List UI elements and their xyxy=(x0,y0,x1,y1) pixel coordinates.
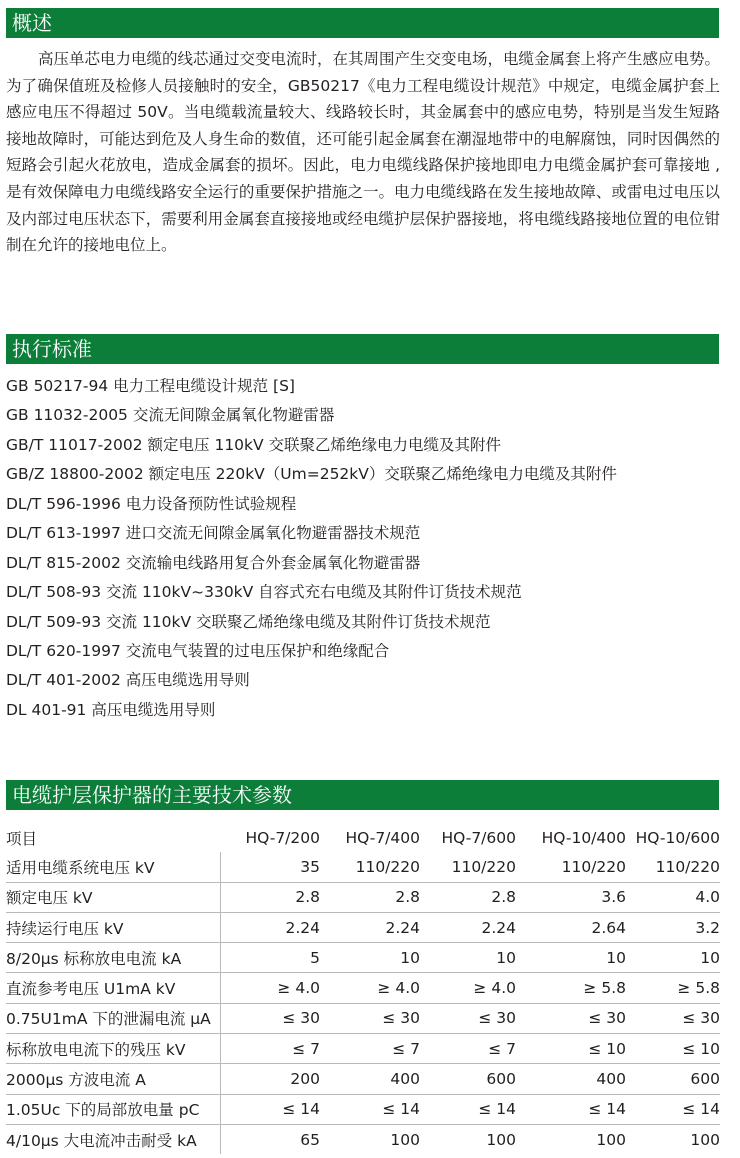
row-label: 适用电缆系统电压 kV xyxy=(6,852,220,882)
table-cell: ≥ 5.8 xyxy=(516,973,626,1003)
row-label: 0.75U1mA 下的泄漏电流 μA xyxy=(6,1003,220,1033)
table-cell: ≤ 10 xyxy=(626,1034,720,1064)
table-header-row xyxy=(6,823,720,852)
table-row xyxy=(6,852,720,882)
column-header: HQ-7/200 xyxy=(245,828,320,847)
table-cell: 65 xyxy=(300,1130,320,1149)
standard-item: GB/Z 18800-2002 额定电压 220kV（Um=252kV）交联聚乙烯绝缘电力电缆及其附件 xyxy=(6,465,617,484)
table-cell: 400 xyxy=(320,1064,420,1094)
table-cell: 2.8 xyxy=(420,882,516,912)
table-cell: 3.2 xyxy=(626,912,720,942)
row-label: 1.05Uc 下的局部放电量 pC xyxy=(6,1094,220,1124)
table-row xyxy=(6,912,720,942)
column-header: HQ-10/600 xyxy=(635,828,720,847)
standard-item: DL/T 613-1997 进口交流无间隙金属氧化物避雷器技术规范 xyxy=(6,524,421,543)
table-cell: 400 xyxy=(516,1064,626,1094)
row-label: 4/10μs 大电流冲击耐受 kA xyxy=(6,1124,220,1154)
table-cell: ≤ 7 xyxy=(220,1034,320,1064)
table-cell: ≤ 14 xyxy=(320,1094,420,1124)
table-cell: ≥ 4.0 xyxy=(420,973,516,1003)
table-cell: ≥ 5.8 xyxy=(626,973,720,1003)
table-cell: 10 xyxy=(320,943,420,973)
table-cell: 35 xyxy=(220,852,320,882)
table-cell: 2.64 xyxy=(516,912,626,942)
standard-item: GB/T 11017-2002 额定电压 110kV 交联聚乙烯绝缘电力电缆及其附件 xyxy=(6,435,502,454)
column-header: HQ-7/600 xyxy=(441,828,516,847)
standards-list xyxy=(6,372,617,725)
table-cell: 10 xyxy=(626,943,720,973)
row-label: 直流参考电压 U1mA kV xyxy=(6,973,220,1003)
table-cell: 110/220 xyxy=(320,852,420,882)
section-header-overview xyxy=(6,8,719,38)
table-cell: 100 xyxy=(690,1130,720,1149)
table-cell: 100 xyxy=(596,1130,626,1149)
table-cell: 600 xyxy=(420,1064,516,1094)
table-cell: ≤ 10 xyxy=(516,1034,626,1064)
standard-item: DL/T 596-1996 电力设备预防性试验规程 xyxy=(6,494,297,513)
standard-item: DL/T 401-2002 高压电缆选用导则 xyxy=(6,671,250,690)
table-cell: 10 xyxy=(516,943,626,973)
table-cell: 110/220 xyxy=(626,852,720,882)
table-row xyxy=(6,973,720,1003)
table-cell: 100 xyxy=(390,1130,420,1149)
table-cell: ≤ 14 xyxy=(516,1094,626,1124)
section-header-standards xyxy=(6,334,719,364)
table-cell: ≥ 4.0 xyxy=(320,973,420,1003)
table-cell: ≤ 14 xyxy=(626,1094,720,1124)
table-row xyxy=(6,943,720,973)
standard-item: DL/T 508-93 交流 110kV~330kV 自容式充右电缆及其附件订货技术规范 xyxy=(6,583,522,602)
table-cell: 2.8 xyxy=(320,882,420,912)
row-label: 8/20μs 标称放电电流 kA xyxy=(6,943,220,973)
table-cell: 4.0 xyxy=(626,882,720,912)
table-cell: 110/220 xyxy=(420,852,516,882)
table-row xyxy=(6,1124,720,1154)
column-header: HQ-7/400 xyxy=(345,828,420,847)
table-cell: 600 xyxy=(626,1064,720,1094)
table-row xyxy=(6,1003,720,1033)
table-cell: ≤ 30 xyxy=(320,1003,420,1033)
row-label: 持续运行电压 kV xyxy=(6,912,220,942)
table-cell: 2.24 xyxy=(320,912,420,942)
overview-paragraph xyxy=(6,46,720,259)
standard-item: DL/T 620-1997 交流电气装置的过电压保护和绝缘配合 xyxy=(6,641,390,660)
table-cell: 200 xyxy=(220,1064,320,1094)
table-cell: ≤ 30 xyxy=(516,1003,626,1033)
row-label: 额定电压 kV xyxy=(6,882,220,912)
column-header: HQ-10/400 xyxy=(541,828,626,847)
table-cell: ≥ 4.0 xyxy=(220,973,320,1003)
table-cell: ≤ 30 xyxy=(420,1003,516,1033)
table-cell: 2.24 xyxy=(220,912,320,942)
table-cell: ≤ 14 xyxy=(420,1094,516,1124)
table-row xyxy=(6,1094,720,1124)
column-header: 项目 xyxy=(6,829,38,848)
row-label: 标称放电电流下的残压 kV xyxy=(6,1034,220,1064)
table-cell: ≤ 7 xyxy=(320,1034,420,1064)
table-cell: ≤ 14 xyxy=(220,1094,320,1124)
table-row xyxy=(6,1034,720,1064)
table-cell: 2.24 xyxy=(420,912,516,942)
section-title-params: 电缆护层保护器的主要技术参数 xyxy=(12,783,292,807)
section-header-params xyxy=(6,780,719,810)
section-title-standards: 执行标准 xyxy=(12,337,92,361)
standard-item: GB 50217-94 电力工程电缆设计规范 [S] xyxy=(6,377,295,395)
table-row xyxy=(6,1064,720,1094)
table-cell: 110/220 xyxy=(516,852,626,882)
table-cell: ≤ 30 xyxy=(220,1003,320,1033)
table-cell: 2.8 xyxy=(220,882,320,912)
row-label: 2000μs 方波电流 A xyxy=(6,1064,220,1094)
table-cell: ≤ 7 xyxy=(420,1034,516,1064)
standard-item: GB 11032-2005 交流无间隙金属氧化物避雷器 xyxy=(6,406,335,425)
table-cell: 5 xyxy=(220,943,320,973)
params-table xyxy=(6,823,720,1154)
table-cell: 3.6 xyxy=(516,882,626,912)
section-title-overview: 概述 xyxy=(12,11,52,35)
table-row xyxy=(6,882,720,912)
overview-text: 高压单芯电力电缆的线芯通过交变电流时，在其周围产生交变电场，电缆金属套上将产生感应电势。为了确保值班及检修人员接触时的安全，GB50217《电力工程电缆设计规范》中规定，电缆金属护套上感应电压不得超过 50V。当电缆载流量较大、线路较长时，其金属套中的感应电势，特别是当发生短路接地故障时，可能达到危及人身生命的数值，还可能引起金属套在潮湿地带中的电解腐蚀，同时因偶然的短路会引起火花放电，造成金属套的损坏。因此，电力电缆线路保护接地即电力电缆金属护套可靠接地 ,是有效保障电力电缆线路安全运行的重要保护措施之一。电力电缆线路在发生接地故障、或雷电过电压以及内部过电压状态下，需要利用金属套直接接地或经电缆护层保护器接地，将电缆线路接地位置的电位钳制在允许的接地电位上。 xyxy=(6,50,721,255)
standard-item: DL 401-91 高压电缆选用导则 xyxy=(6,700,216,719)
table-cell: 100 xyxy=(486,1130,516,1149)
standard-item: DL/T 815-2002 交流输电线路用复合外套金属氧化物避雷器 xyxy=(6,553,421,572)
table-cell: 10 xyxy=(420,943,516,973)
standard-item: DL/T 509-93 交流 110kV 交联聚乙烯绝缘电缆及其附件订货技术规范 xyxy=(6,612,491,631)
table-cell: ≤ 30 xyxy=(626,1003,720,1033)
